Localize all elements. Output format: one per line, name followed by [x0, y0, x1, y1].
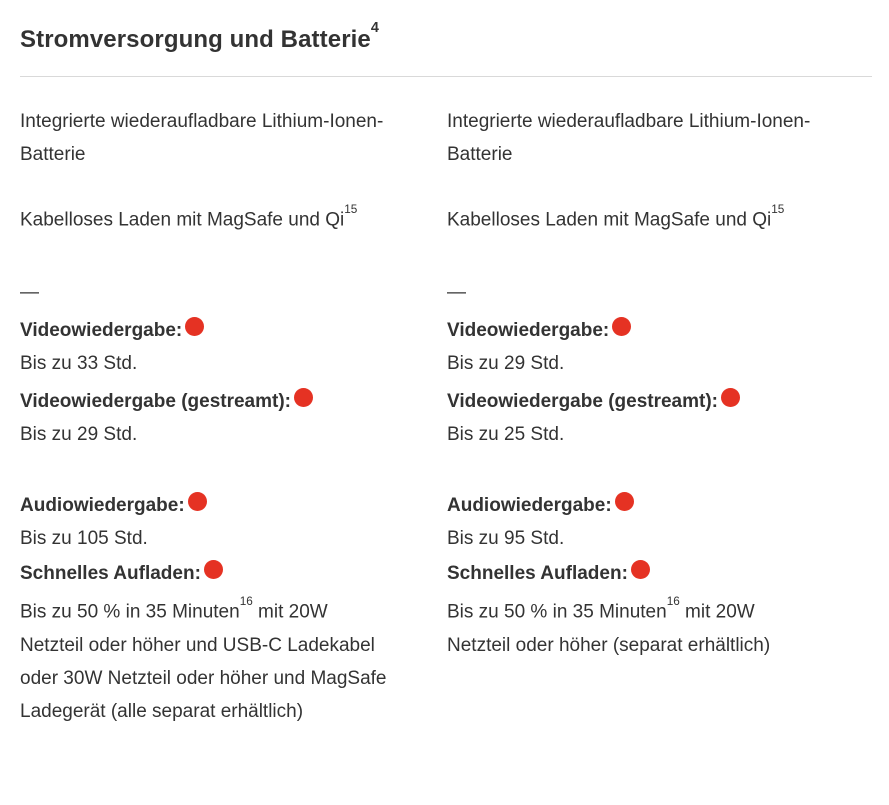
spec-cell-left [20, 105, 431, 171]
spec-label [20, 314, 431, 347]
spec-label [447, 314, 859, 347]
spec-cell-right [447, 489, 859, 555]
spec-row-audio-playback [20, 489, 872, 555]
video-streamed-label: Videowiedergabe (gestreamt): [20, 391, 292, 413]
wireless-charging-text [20, 198, 431, 236]
fast-charging-value-text: mit 20W Netzteil oder höher und USB-C Ladekabel oder 30W Netzteil oder höher und MagSafe Ladegerät (alle separat erhältlich) [20, 601, 387, 722]
spec-label [20, 557, 431, 590]
video-playback-label: Videowiedergabe: [20, 320, 183, 342]
spec-value [20, 590, 390, 727]
footnote-superscript: 15 [344, 202, 358, 216]
spec-value: Bis zu 25 Std. [447, 424, 565, 446]
wireless-charging-label: Kabelloses Laden mit MagSafe und Qi [447, 209, 772, 231]
spec-value: Bis zu 29 Std. [447, 353, 565, 375]
spec-cell-left [20, 385, 431, 451]
red-dot-icon [612, 317, 631, 336]
spec-row-battery [20, 105, 872, 171]
spec-row-video-streamed [20, 385, 872, 451]
fast-charging-value-text: Bis zu 50 % in 35 Minuten [447, 601, 667, 623]
em-dash: — [447, 282, 466, 304]
spec-cell-right [447, 198, 859, 236]
spec-cell-left [20, 489, 431, 555]
wireless-charging-text [447, 198, 859, 236]
red-dot-icon [631, 560, 650, 579]
footnote-superscript: 16 [666, 595, 680, 609]
spec-label [20, 489, 431, 522]
spec-value: Bis zu 29 Std. [20, 424, 138, 446]
spec-cell-left [20, 557, 431, 727]
spec-cell-left [20, 314, 431, 380]
red-dot-icon [615, 492, 634, 511]
spec-row-video-playback [20, 314, 872, 380]
spec-cell-right [447, 314, 859, 380]
red-dot-icon [185, 317, 204, 336]
section-title [20, 20, 872, 54]
em-dash: — [20, 282, 39, 304]
video-playback-label: Videowiedergabe: [447, 320, 610, 342]
spec-value: Bis zu 95 Std. [447, 528, 565, 550]
spec-label [447, 557, 859, 590]
fast-charging-label: Schnelles Aufladen: [20, 563, 201, 585]
spec-label [20, 385, 431, 418]
battery-type-text: Integrierte wiederaufladbare Lithium-Ionen-Batterie [447, 111, 811, 165]
section-divider [20, 76, 872, 77]
audio-playback-label: Audiowiedergabe: [20, 495, 185, 517]
footnote-superscript: 16 [239, 595, 253, 609]
red-dot-icon [188, 492, 207, 511]
footnote-superscript: 15 [771, 202, 785, 216]
spec-row-wireless-charging [20, 198, 872, 236]
spec-cell-left [20, 198, 431, 236]
spec-row-fast-charging [20, 557, 872, 727]
audio-playback-label: Audiowiedergabe: [447, 495, 612, 517]
red-dot-icon [294, 388, 313, 407]
spec-cell-left [20, 276, 431, 309]
red-dot-icon [721, 388, 740, 407]
wireless-charging-label: Kabelloses Laden mit MagSafe und Qi [20, 209, 345, 231]
spec-label [447, 489, 859, 522]
spec-cell-right [447, 105, 859, 171]
spec-label [447, 385, 859, 418]
spec-cell-right [447, 557, 859, 727]
fast-charging-value-text: Bis zu 50 % in 35 Minuten [20, 601, 240, 623]
spec-value: Bis zu 105 Std. [20, 528, 148, 550]
red-dot-icon [204, 560, 223, 579]
spec-cell-right [447, 385, 859, 451]
spec-value: Bis zu 33 Std. [20, 353, 138, 375]
footnote-superscript: 4 [370, 19, 379, 36]
spec-row-empty [20, 276, 872, 309]
spec-cell-right [447, 276, 859, 309]
battery-type-text: Integrierte wiederaufladbare Lithium-Ionen-Batterie [20, 111, 384, 165]
section-title-text: Stromversorgung und Batterie [20, 26, 371, 53]
video-streamed-label: Videowiedergabe (gestreamt): [447, 391, 719, 413]
spec-value [447, 590, 817, 661]
fast-charging-label: Schnelles Aufladen: [447, 563, 628, 585]
fast-charging-value-text: mit 20W Netzteil oder höher (separat erhältlich) [447, 601, 771, 656]
